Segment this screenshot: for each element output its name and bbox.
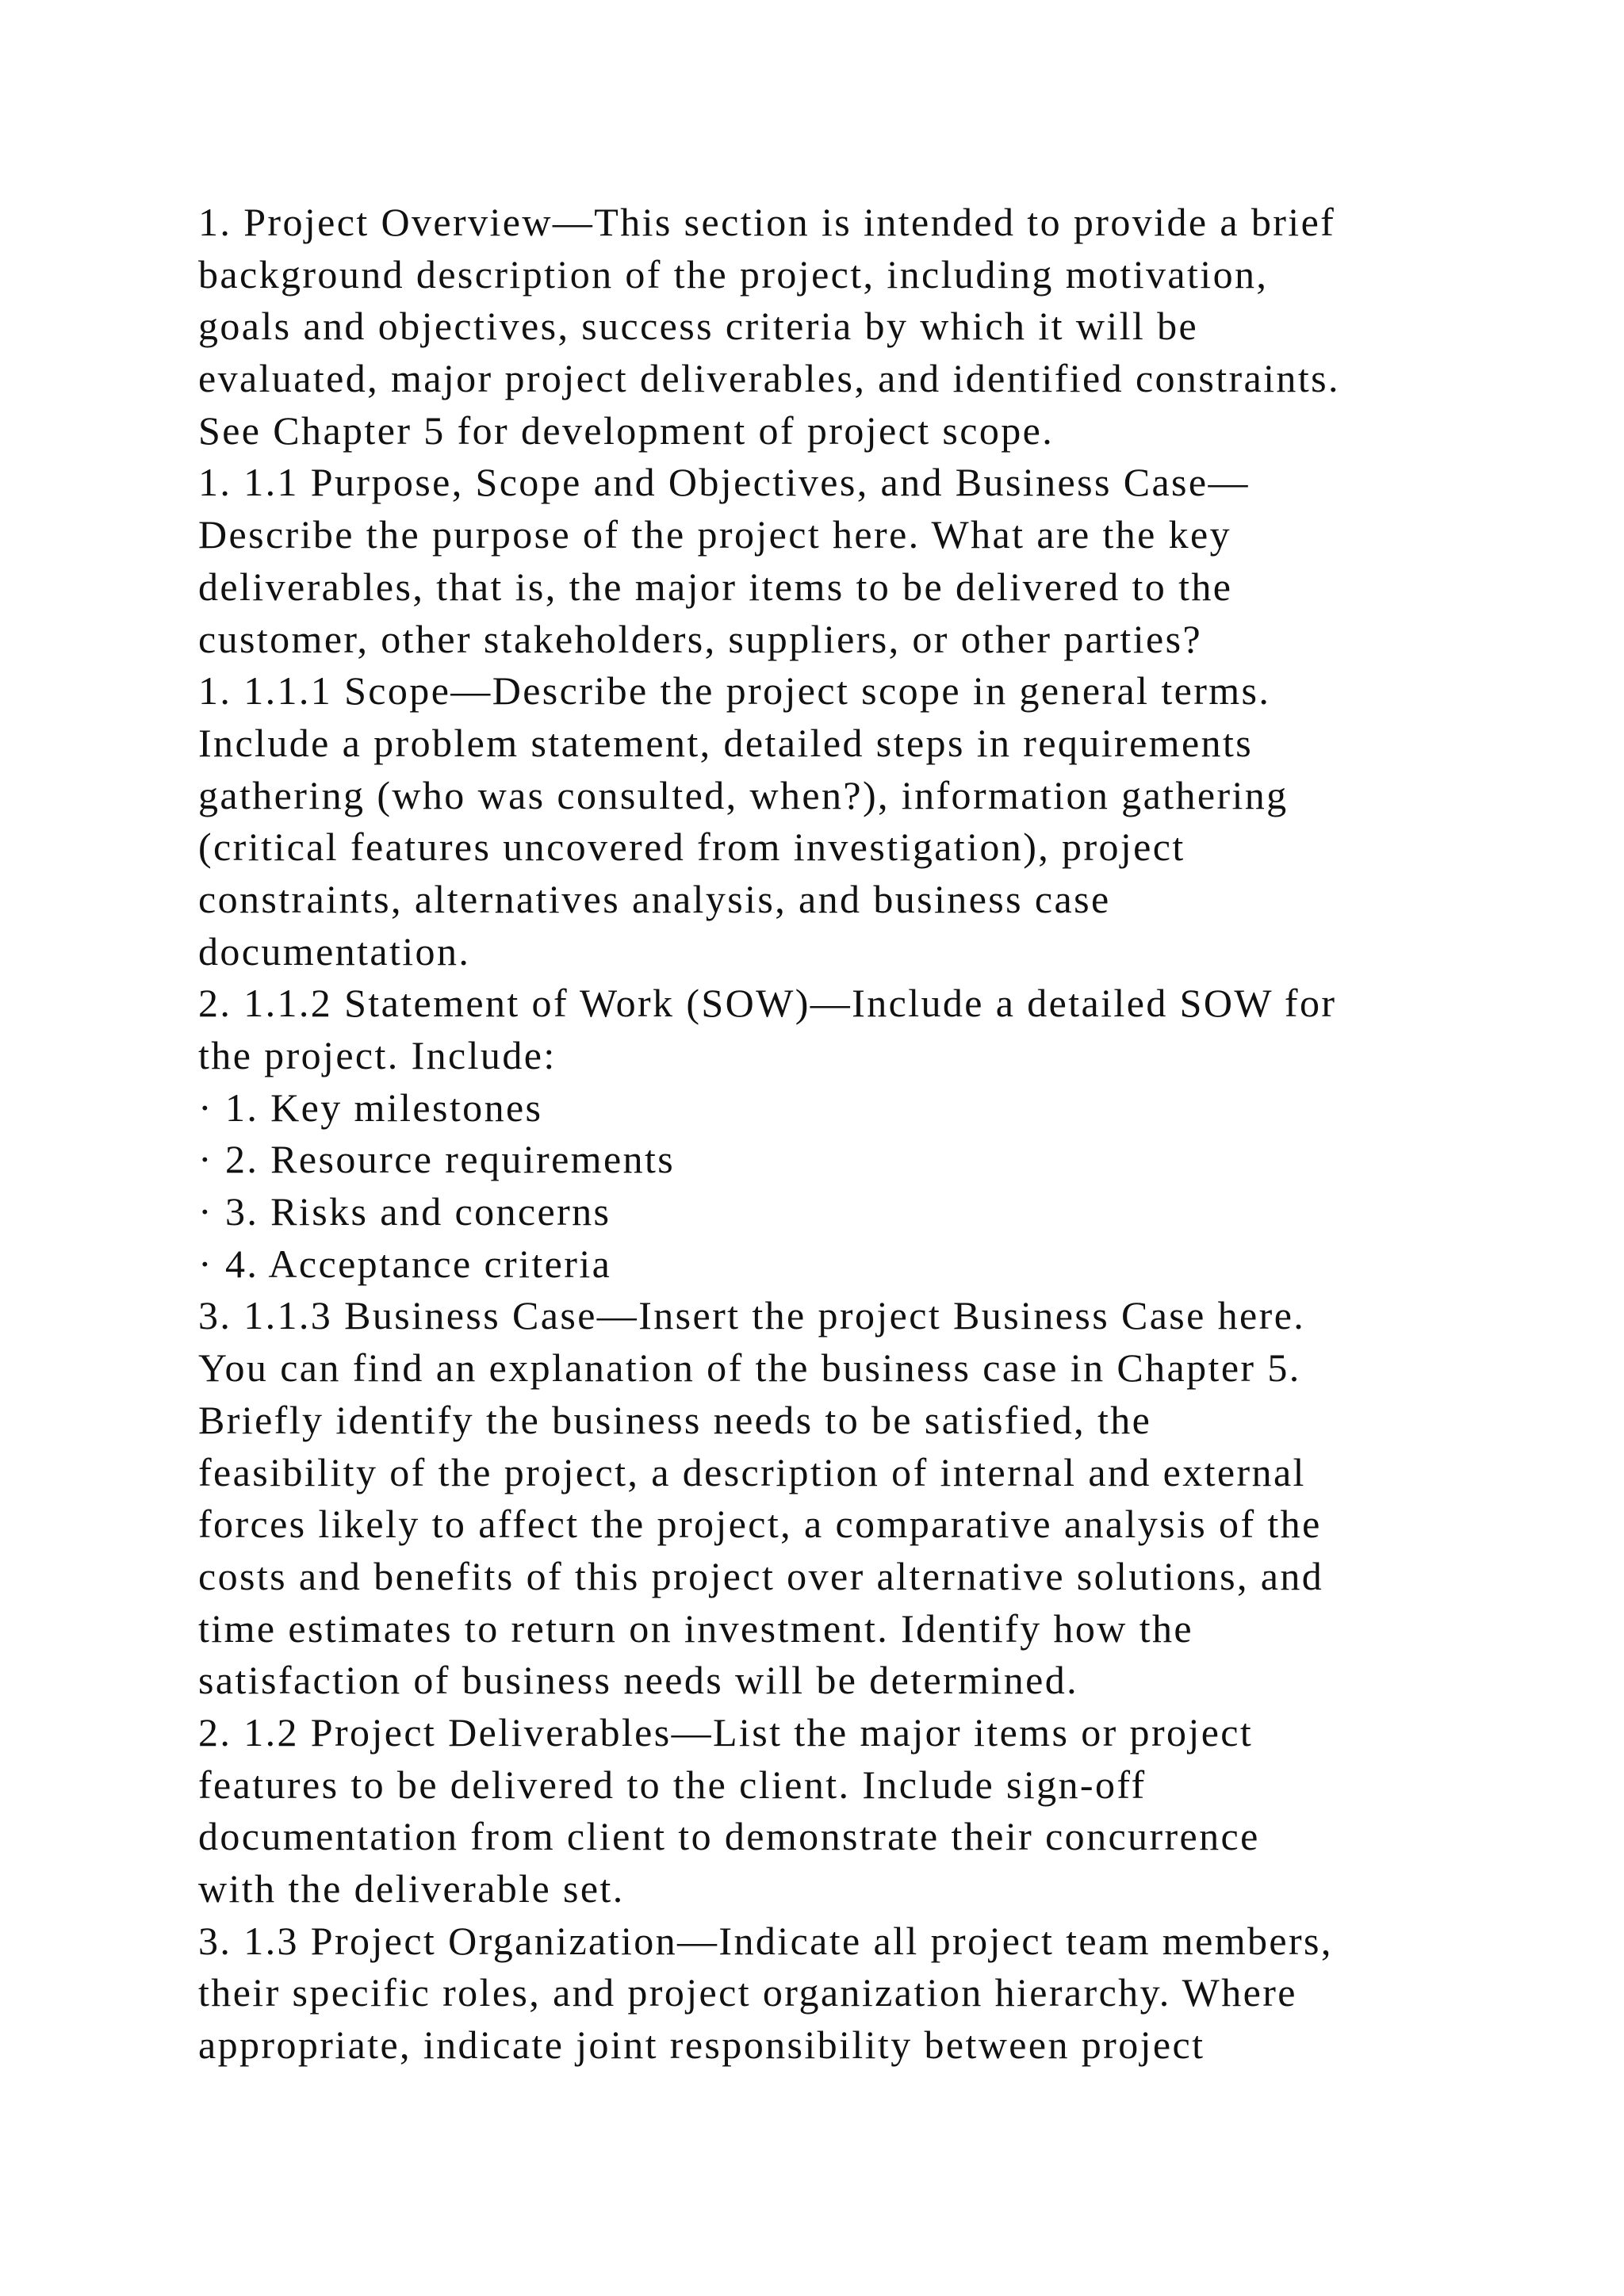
text-line: 1. 1.1.1 Scope—Describe the project scope in general terms.	[198, 668, 1271, 714]
text-line: evaluated, major project deliverables, and identified constraints.	[198, 356, 1340, 401]
text-line: with the deliverable set.	[198, 1866, 625, 1911]
list-item: · 4. Acceptance criteria	[198, 1241, 612, 1286]
text-line: 3. 1.1.3 Business Case—Insert the project Business Case here.	[198, 1293, 1306, 1338]
text-line: time estimates to return on investment. Identify how the	[198, 1605, 1193, 1651]
text-line: 2. 1.2 Project Deliverables—List the major items or project	[198, 1709, 1254, 1755]
text-line: background description of the project, including motivation,	[198, 251, 1269, 297]
text-line: costs and benefits of this project over alternative solutions, and	[198, 1553, 1324, 1598]
text-line: satisfaction of business needs will be determined.	[198, 1658, 1079, 1703]
text-line: the project. Include:	[198, 1033, 557, 1077]
text-line: customer, other stakeholders, suppliers, or other parties?	[198, 616, 1203, 661]
text-line: 1. Project Overview—This section is intended to provide a brief	[198, 200, 1336, 244]
list-item: · 3. Risks and concerns	[198, 1189, 611, 1234]
text-line: their specific roles, and project organization hierarchy. Where	[198, 1970, 1297, 2015]
document-page	[198, 197, 1467, 2072]
text-line: documentation from client to demonstrate their concurrence	[198, 1814, 1260, 1859]
text-line: Describe the purpose of the project here. What are the key	[198, 512, 1232, 557]
text-line: Briefly identify the business needs to be satisfied, the	[198, 1397, 1152, 1442]
text-line: (critical features uncovered from investigation), project	[198, 825, 1185, 870]
text-line: 3. 1.3 Project Organization—Indicate all project team members,	[198, 1918, 1333, 1963]
text-line: 2. 1.1.2 Statement of Work (SOW)—Include a detailed SOW for	[198, 981, 1337, 1026]
list-item: · 2. Resource requirements	[198, 1137, 676, 1182]
text-line: 1. 1.1 Purpose, Scope and Objectives, and Business Case—	[198, 460, 1250, 505]
text-line: constraints, alternatives analysis, and business case	[198, 876, 1111, 921]
text-line: forces likely to affect the project, a comparative analysis of the	[198, 1502, 1322, 1547]
text-line: See Chapter 5 for development of project scope.	[198, 408, 1055, 453]
text-line: features to be delivered to the client. Include sign-off	[198, 1762, 1147, 1807]
text-line: documentation.	[198, 928, 471, 974]
list-item: · 1. Key milestones	[198, 1085, 543, 1130]
text-line: deliverables, that is, the major items to be delivered to the	[198, 564, 1233, 609]
text-line: appropriate, indicate joint responsibility between project	[198, 2022, 1205, 2068]
text-line: goals and objectives, success criteria by which it will be	[198, 304, 1199, 349]
text-line: You can find an explanation of the business case in Chapter 5.	[198, 1345, 1301, 1391]
text-line: Include a problem statement, detailed steps in requirements	[198, 720, 1254, 765]
text-line: feasibility of the project, a description of internal and external	[198, 1449, 1306, 1494]
text-line: gathering (who was consulted, when?), information gathering	[198, 772, 1289, 817]
